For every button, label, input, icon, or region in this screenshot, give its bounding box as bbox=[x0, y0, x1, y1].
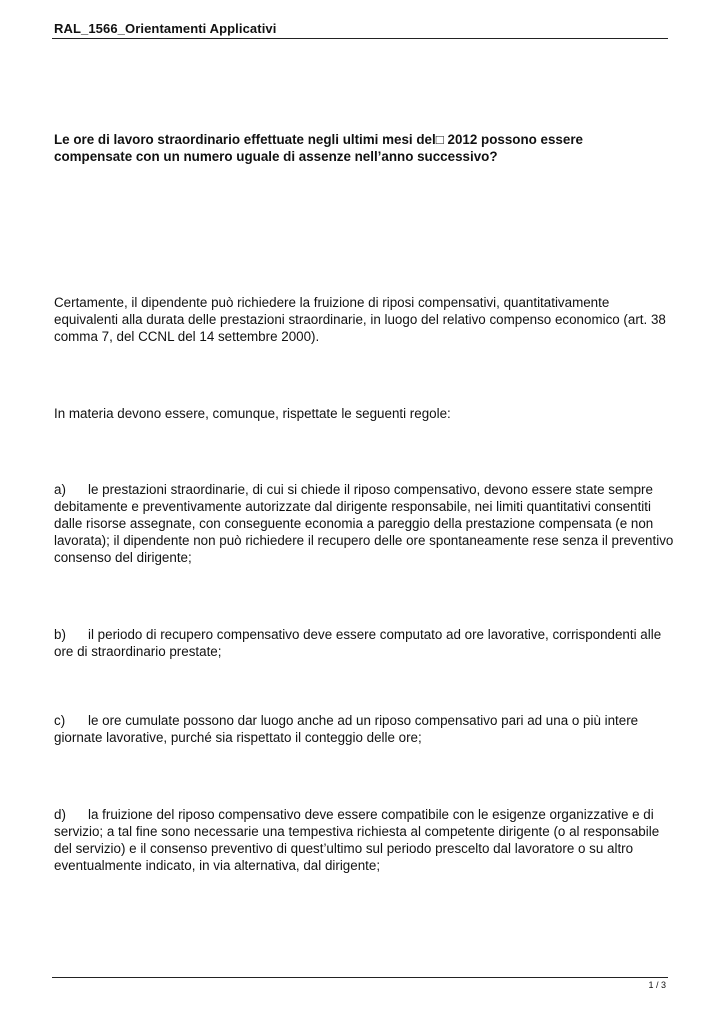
rule-label: b) bbox=[54, 627, 66, 642]
rule-item-b bbox=[54, 626, 674, 660]
header-divider bbox=[52, 38, 668, 39]
answer-paragraph: Certamente, il dipendente può richiedere la fruizione di riposi compensativi, quantitativamente equivalenti alla durata delle prestazioni straordinarie, in luogo del relativo compenso economico (art. 38 comma 7, del CCNL del 14 settembre 2000). bbox=[54, 295, 666, 344]
rule-item-a bbox=[54, 481, 674, 566]
rule-text: le ore cumulate possono dar luogo anche ad un riposo compensativo pari ad una o più intere giornate lavorative, purché sia rispettato il conteggio delle ore; bbox=[54, 713, 639, 745]
footer-divider bbox=[52, 977, 668, 978]
rule-label: d) bbox=[54, 807, 66, 822]
question-heading: Le ore di lavoro straordinario effettuate negli ultimi mesi del□ 2012 possono essere compensate con un numero uguale di assenze nell’anno successivo? bbox=[54, 132, 583, 164]
rule-text: le prestazioni straordinarie, di cui si chiede il riposo compensativo, devono essere state sempre debitamente e preventivamente autorizzate dal dirigente responsabile, nei limiti quantitativi consentiti dalle risorse assegnate, con conseguente economia a pareggio della prestazione compensata (e non lavorata); il dipendente non può richiedere il recupero delle ore spontaneamente rese senza il preventivo consenso del dirigente; bbox=[54, 482, 674, 565]
rule-label: a) bbox=[54, 482, 66, 497]
document-header-title: RAL_1566_Orientamenti Applicativi bbox=[54, 21, 277, 36]
page-number: 1 / 3 bbox=[648, 980, 666, 990]
rule-text: la fruizione del riposo compensativo deve essere compatibile con le esigenze organizzative e di servizio; a tal fine sono necessarie una tempestiva richiesta al competente dirigente (o al responsabile del servizio) e il consenso preventivo di quest’ultimo sul periodo prescelto dal lavoratore o su altro eventualmente indicato, in via alternativa, dal dirigente; bbox=[54, 807, 660, 873]
rules-intro-paragraph: In materia devono essere, comunque, rispettate le seguenti regole: bbox=[54, 406, 451, 421]
rule-item-c bbox=[54, 712, 674, 746]
rule-item-d bbox=[54, 806, 674, 874]
rule-label: c) bbox=[54, 713, 66, 728]
rule-text: il periodo di recupero compensativo deve essere computato ad ore lavorative, corrispondenti alle ore di straordinario prestate; bbox=[54, 627, 662, 659]
